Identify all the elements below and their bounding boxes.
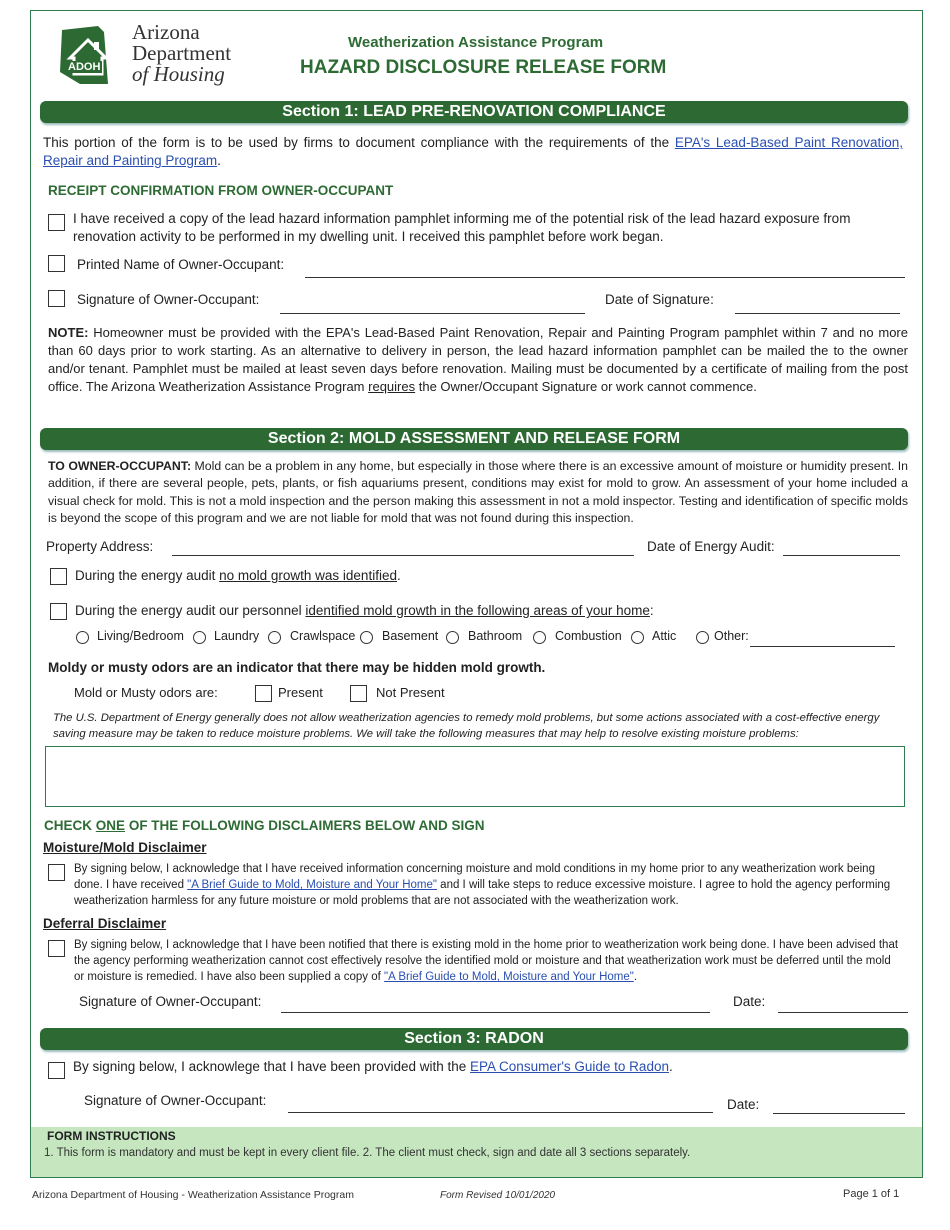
property-address-line[interactable] [172,555,634,556]
note-text: Homeowner must be provided with the EPA's Lead-Based Paint Renovation, Repair and Painting Program pamphlet within 7 and no more than 60 days prior to work starting. As an alternative to delivery in person, the lead hazard information pamphlet can be mailed the to the owner and/or tenant. Pamphlet must be mailed at least seven days before renovation. Mailing must be documented by a certificate of mailing from the post office. The Arizona Weatherization Assistance Program [48,325,908,394]
section3-date-label: Date: [727,1097,760,1112]
audit-date-label: Date of Energy Audit: [647,539,775,554]
org-line1: Arizona [132,20,200,44]
logo-abbr: ADOH [68,61,101,73]
no-mold-text: During the energy audit no mold growth was identified. [75,568,401,583]
mold-found-checkbox[interactable] [50,603,67,620]
section3-date-line[interactable] [773,1113,905,1114]
deferral-disclaimer-text: By signing below, I acknowledge that I have been notified that there is existing mold in the home prior to weatherization work being done. I have been advised that the agency performing weatherization cannot cost effectively resolve the identified mold or moisture and that weatherization work must be deferred until the mold or moisture is remedied. I have also been supplied a copy of "A Brief Guide to Mold, Moisture and Your Home". [74,939,899,983]
footer-center: Form Revised 10/01/2020 [440,1190,556,1201]
note-end: the Owner/Occupant Signature or work cannot commence. [418,379,757,394]
area-radio-laundry[interactable] [193,631,206,644]
area-label-basement: Basement [382,629,439,643]
note-requires: requires [368,379,416,394]
printed-name-label: Printed Name of Owner-Occupant: [77,257,285,272]
signature-checkbox[interactable] [48,290,65,307]
odor-present-checkbox[interactable] [255,685,272,702]
org-line2: Department [132,41,232,65]
odor-not-present-checkbox[interactable] [350,685,367,702]
no-mold-checkbox[interactable] [50,568,67,585]
instructions-text: 1. This form is mandatory and must be kept in every client file. 2. The client must check, sign and date all 3 sections separately. [44,1147,691,1159]
odor-present-label: Present [278,685,323,700]
moisture-measures-box[interactable] [45,746,905,807]
deferral-disclaimer-heading: Deferral Disclaimer [43,916,167,931]
printed-name-checkbox[interactable] [48,255,65,272]
form-title: HAZARD DISCLOSURE RELEASE FORM [300,57,667,78]
deferral-disclaimer-checkbox[interactable] [48,940,65,957]
section2-signature-label: Signature of Owner-Occupant: [79,994,262,1009]
mold-found-prefix: During the energy audit our personnel [75,603,302,618]
signature-label: Signature of Owner-Occupant: [77,292,260,307]
area-label-attic: Attic [652,629,677,643]
receipt-heading: RECEIPT CONFIRMATION FROM OWNER-OCCUPANT [48,183,394,198]
to-owner-paragraph [48,458,908,527]
org-line3: of Housing [132,62,225,86]
area-label-crawlspace: Crawlspace [290,629,356,643]
odor-label: Mold or Musty odors are: [74,685,218,700]
check-heading-one: ONE [95,818,126,833]
area-radio-other[interactable] [696,631,709,644]
program-name: Weatherization Assistance Program [348,34,604,51]
deferral-text-a: By signing below, I acknowledge that I have been notified that there is existing mold in the home prior to weatherization work being done. I have been advised that the agency performing weatherization cannot cost effectively resolve the identified mold or moisture and that weatherization work must be deferred until the mold or moisture is remedied. I have also been supplied a copy of [74,939,899,983]
area-label-other: Other: [714,629,749,643]
area-radio-attic[interactable] [631,631,644,644]
to-owner-text: Mold can be a problem in any home, but especially in those where there is an excessive amount of moisture or humidity present. In addition, if there are several people, pets, plants, or fish aquariums present, conditions may exist for mold to grow. An assessment of your home included a visual check for mold. This is not a mold inspection and the person making this assessment in not a mold inspector. Testing and identification of specific molds is beyond the scope of this program and we are not liable for mold that was not found during this inspection. [48,459,909,525]
moisture-disclaimer-heading: Moisture/Mold Disclaimer [43,840,207,855]
note-label: NOTE: [48,325,89,340]
check-one-heading [44,817,485,835]
doe-text: The U.S. Department of Energy generally does not allow weatherization agencies to remedy mold problems, but some actions associated with a cost-effective energy saving measure may be taken to reduce moisture problems. We will take the following measures that may help to resolve existing moisture problems: [53,712,880,740]
radon-text: By signing below, I acknowlege that I have been provided with the EPA Consumer's Guide to Radon. [73,1059,673,1074]
org-name [132,22,231,85]
area-label-bathroom: Bathroom [468,629,523,643]
no-mold-prefix: During the energy audit [75,568,216,583]
area-radio-crawlspace[interactable] [268,631,281,644]
area-radio-combustion[interactable] [533,631,546,644]
section2-date-label: Date: [733,994,766,1009]
area-radio-bathroom[interactable] [446,631,459,644]
receipt-checkbox[interactable] [48,214,65,231]
odor-not-present-label: Not Present [376,685,445,700]
section3-signature-label: Signature of Owner-Occupant: [84,1093,267,1108]
moisture-text-a: By signing below, I acknowledge that I have received information concerning moisture and mold conditions in my home prior to any weatherization work being done. I have received [74,863,875,891]
area-radio-basement[interactable] [360,631,373,644]
signature-line[interactable] [280,313,585,314]
receipt-text: I have received a copy of the lead hazard information pamphlet informing me of the potential risk of the lead hazard exposure from renovation activity to be performed in my dwelling unit. I received this pamphlet before work began. [73,211,851,244]
section2-header: Section 2: MOLD ASSESSMENT AND RELEASE FORM [40,428,908,450]
mold-found-text: During the energy audit our personnel identified mold growth in the following areas of your home: [75,603,654,618]
mold-guide-link-2[interactable]: "A Brief Guide to Mold, Moisture and Your Home" [384,971,634,983]
property-address-label: Property Address: [46,539,154,554]
odor-heading: Moldy or musty odors are an indicator that there may be hidden mold growth. [48,660,546,675]
area-label-living: Living/Bedroom [97,629,184,643]
area-label-combustion: Combustion [555,629,622,643]
date-of-signature-label: Date of Signature: [605,292,714,307]
epa-lead-link[interactable]: EPA's Lead-Based Paint Renovation, Repair and Painting Program [43,135,903,168]
radon-guide-link[interactable]: EPA Consumer's Guide to Radon [470,1059,669,1074]
adoh-logo [58,24,128,86]
instructions-heading: FORM INSTRUCTIONS [47,1129,176,1143]
section2-signature-line[interactable] [281,1012,710,1013]
note-paragraph [48,324,908,396]
section1-header: Section 1: LEAD PRE-RENOVATION COMPLIANCE [40,101,908,123]
section1-intro-text: This portion of the form is to be used by firms to document compliance with the requirements of the [43,135,670,150]
radon-text-main: By signing below, I acknowlege that I have been provided with the [73,1059,467,1074]
mold-found-underlined: identified mold growth in the following areas of your home [305,603,650,618]
area-radio-living[interactable] [76,631,89,644]
moisture-text-b: and I will take steps to reduce excessive moisture. I agree to hold the agency performing weatherization harmless for any future moisture or mold problems that are not associated with the weatherization work. [74,879,891,907]
radon-checkbox[interactable] [48,1062,65,1079]
section3-header: Section 3: RADON [40,1028,908,1050]
check-heading-b: OF THE FOLLOWING DISCLAIMERS BELOW AND SIGN [128,818,485,833]
section2-date-line[interactable] [778,1012,908,1013]
section3-signature-line[interactable] [288,1112,713,1113]
date-of-signature-line[interactable] [735,313,900,314]
area-other-line[interactable] [750,646,895,647]
check-heading-a: CHECK [44,818,93,833]
to-owner-label: TO OWNER-OCCUPANT: [48,459,192,473]
mold-guide-link-1[interactable]: "A Brief Guide to Mold, Moisture and Your Home" [187,879,437,891]
footer-left: Arizona Department of Housing - Weatherization Assistance Program [32,1189,354,1201]
printed-name-line[interactable] [305,277,905,278]
area-label-laundry: Laundry [214,629,260,643]
footer-right: Page 1 of 1 [843,1188,900,1200]
audit-date-line[interactable] [783,555,900,556]
moisture-disclaimer-text [74,861,904,909]
section1-intro: This portion of the form is to be used by firms to document compliance with the requirements of the EPA's Lead-Based Paint Renovation, Repair and Painting Program. [43,135,903,168]
moisture-disclaimer-checkbox[interactable] [48,864,65,881]
no-mold-underlined: no mold growth was identified [219,568,397,583]
